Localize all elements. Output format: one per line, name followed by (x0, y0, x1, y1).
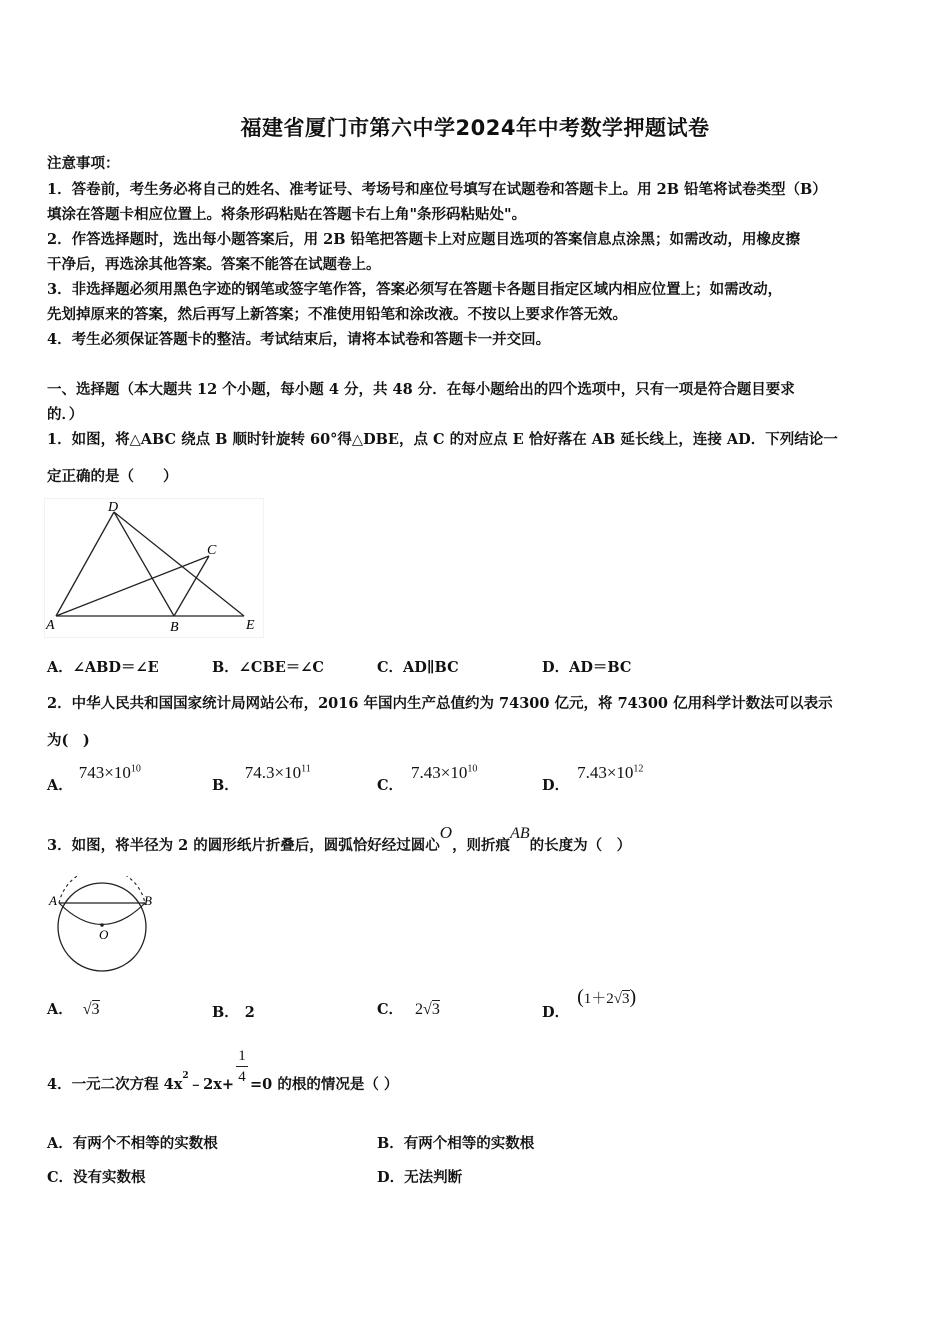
q2-option-c-base: 7.43×10 (411, 763, 468, 782)
label-c: C (207, 543, 217, 558)
q2-option-a-exp: 10 (130, 763, 141, 775)
q2-stem: 2．中华人民共和国国家统计局网站公布，2016 年国内生产总值约为 74300 亿元，将 74300 亿用科学计数法可以表示 (47, 695, 833, 712)
sqrt-icon: √ (613, 991, 622, 1007)
q3-option-c-coef: 2 (415, 1001, 424, 1018)
q3-option-a[interactable] (47, 998, 100, 1019)
line-db (114, 512, 174, 616)
q3-option-d[interactable] (542, 986, 637, 1021)
q2-option-c[interactable] (377, 762, 478, 794)
notice-line-4: 4．考生必须保证答题卡的整洁。考试结束后，请将本试卷和答题卡一并交回。 (47, 331, 551, 348)
q3-option-a-rad: 3 (91, 1001, 100, 1018)
label-b: B (144, 893, 152, 908)
q1-stem-cont: 定正确的是（ ） (47, 468, 178, 485)
notice-line-1b: 填涂在答题卡相应位置上。将条形码粘贴在答题卡右上角"条形码粘贴处"。 (47, 206, 527, 223)
q1-stem: 1．如图，将△ABC 绕点 B 顺时针旋转 60°得△DBE，点 C 的对应点 E 恰好落在 AB 延长线上，连接 AD．下列结论一 (47, 431, 838, 448)
q4-option-a[interactable]: A．有两个不相等的实数根 (47, 1135, 218, 1152)
q3-stem (47, 822, 632, 854)
line-ac (56, 556, 209, 616)
paren-open-icon: ( (577, 986, 584, 1008)
q3-option-c-letter: C． (377, 1001, 404, 1018)
dashed-arc (59, 876, 145, 903)
q4-fraction-den: 4 (238, 1069, 246, 1085)
q2-option-d-exp: 12 (633, 763, 644, 775)
q4-option-c[interactable]: C．没有实数根 (47, 1169, 146, 1186)
q1-option-c[interactable]: C．AD∥BC (377, 659, 459, 676)
section-heading-cont: 的．） (47, 406, 84, 423)
q4-option-d[interactable]: D．无法判断 (377, 1169, 463, 1186)
line-ad (56, 512, 114, 616)
q3-option-b-letter: B． (212, 1004, 239, 1021)
q2-stem-cont: 为( ) (47, 732, 90, 749)
notice-line-3b: 先划掉原来的答案，然后再写上新答案；不准使用铅笔和涂改液。不按以上要求作答无效。 (47, 306, 627, 323)
q2-option-c-letter: C． (377, 777, 404, 794)
notice-line-2b: 干净后，再选涂其他答案。答案不能答在试题卷上。 (47, 256, 381, 273)
paren-close-icon: ) (629, 986, 637, 1008)
sqrt-icon: √ (423, 1001, 432, 1018)
q4-stem (47, 1046, 399, 1093)
q2-option-b-letter: B． (212, 777, 239, 794)
page-title: 福建省厦门市第六中学2024年中考数学押题试卷 (240, 116, 710, 140)
notice-line-3a: 3．非选择题必须用黑色字迹的钢笔或签字笔作答，答案必须写在答题卡各题目指定区域内相应位置上；如需改动， (47, 281, 783, 298)
q4-stem-b: ﹣2x+ (188, 1076, 235, 1093)
section-heading: 一、选择题（本大题共 12 个小题，每小题 4 分，共 48 分．在每小题给出的四个选项中，只有一项是符合题目要求 (47, 381, 795, 398)
q3-option-d-rad: 3 (622, 991, 630, 1007)
q4-stem-c: =0 的根的情况是（ ） (250, 1076, 399, 1093)
q1-option-b[interactable]: B．∠CBE＝∠C (212, 659, 324, 676)
q2-option-b-exp: 11 (301, 763, 311, 775)
q4-fraction (236, 1046, 248, 1087)
label-a: A (49, 893, 57, 908)
label-b: B (170, 620, 179, 635)
q2-option-b[interactable] (212, 762, 311, 794)
q3-option-a-letter: A． (47, 1001, 73, 1018)
notice-line-1a: 1．答卷前，考生务必将自己的姓名、准考证号、考场号和座位号填写在试题卷和答题卡上。用 2B 铅笔将试卷类型（B） (47, 181, 827, 198)
label-o: O (99, 927, 109, 942)
q1-option-d[interactable]: D．AD＝BC (542, 659, 632, 676)
folded-arc (59, 903, 145, 925)
label-a: A (46, 618, 55, 633)
q2-option-d-letter: D． (542, 777, 570, 794)
q2-option-d-base: 7.43×10 (577, 763, 634, 782)
q4-stem-a: 4．一元二次方程 4x (47, 1076, 183, 1093)
q3-stem-b: ，则折痕 (452, 837, 511, 854)
q2-option-d[interactable] (542, 762, 644, 794)
q4-fraction-num: 1 (236, 1046, 248, 1067)
q4-exponent: 2 (182, 1070, 189, 1081)
q3-var-o: O (439, 823, 453, 842)
q2-option-a[interactable] (47, 762, 141, 794)
label-d: D (108, 500, 119, 515)
q3-stem-a: 3．如图，将半径为 2 的圆形纸片折叠后，圆弧恰好经过圆心 (47, 837, 440, 854)
notice-heading: 注意事项： (47, 155, 120, 172)
q3-option-b-value: 2 (244, 1004, 255, 1021)
q2-option-b-base: 74.3×10 (244, 763, 302, 782)
sqrt-icon: √ (82, 1001, 92, 1018)
q3-option-b[interactable] (212, 1001, 255, 1022)
q3-option-d-letter: D． (542, 1004, 570, 1021)
q2-option-a-letter: A． (47, 777, 73, 794)
q3-option-d-pre: 1＋2 (583, 991, 614, 1007)
q2-option-a-base: 743×10 (78, 763, 131, 782)
label-e: E (246, 618, 255, 633)
q3-figure (44, 876, 164, 976)
q3-var-ab: AB (510, 825, 530, 842)
q1-figure (44, 498, 264, 638)
q3-option-c[interactable] (377, 998, 440, 1019)
line-de (114, 512, 244, 616)
q4-option-b[interactable]: B．有两个相等的实数根 (377, 1135, 535, 1152)
q1-option-a[interactable]: A．∠ABD＝∠E (47, 659, 159, 676)
q3-option-c-rad: 3 (431, 1001, 440, 1018)
notice-line-2a: 2．作答选择题时，选出每小题答案后，用 2B 铅笔把答题卡上对应题目选项的答案信息点涂黑；如需改动，用橡皮擦 (47, 231, 801, 248)
q3-stem-c: 的长度为（ ） (529, 837, 632, 854)
q2-option-c-exp: 10 (467, 763, 478, 775)
